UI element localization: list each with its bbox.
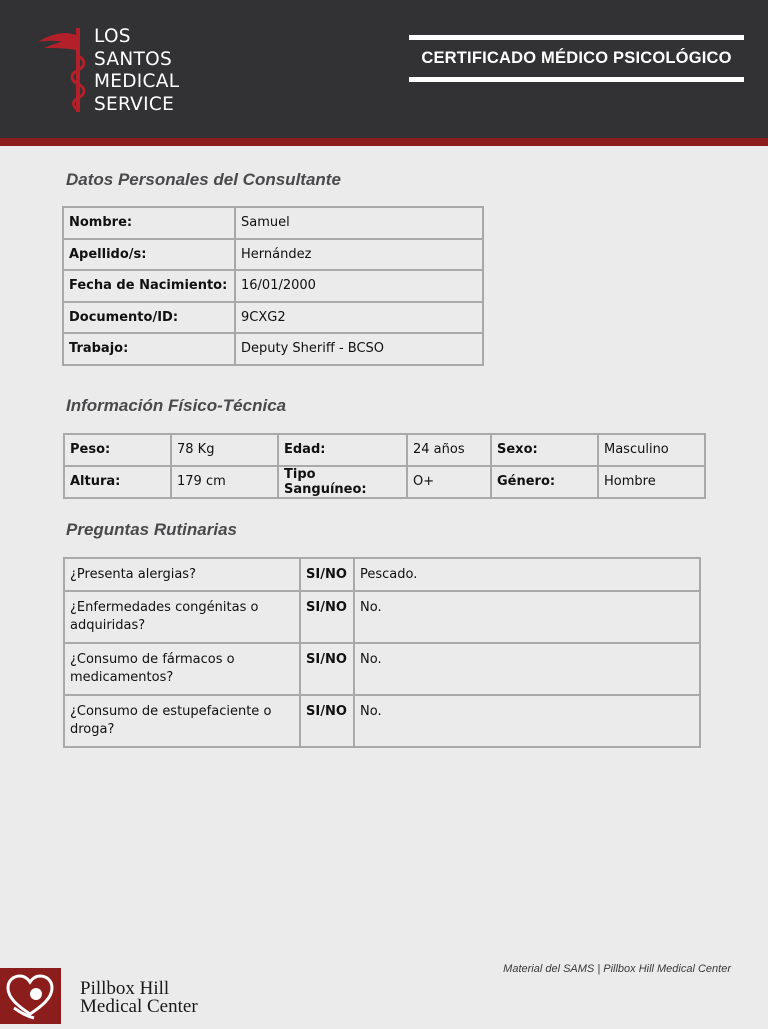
- answer-cell: No.: [354, 591, 700, 643]
- logo-line-3: MEDICAL: [94, 71, 180, 92]
- header-bar: [0, 0, 768, 138]
- table-row: [63, 333, 483, 365]
- section-title-preguntas: Preguntas Rutinarias: [66, 520, 237, 539]
- logo-line-1: LOS: [94, 26, 131, 47]
- option-cell: SI/NO: [300, 643, 354, 695]
- table-row: [64, 695, 700, 747]
- header-accent-stripe: [0, 138, 768, 146]
- value-cell: Hombre: [598, 466, 705, 498]
- heart-hands-icon: [0, 968, 61, 1024]
- questions-table: [63, 557, 701, 748]
- title-rule-bottom: [409, 77, 744, 82]
- value-cell: O+: [407, 466, 491, 498]
- label-cell: Género:: [491, 466, 598, 498]
- table-row: [64, 643, 700, 695]
- logo-line-2: SANTOS: [94, 48, 172, 70]
- footer-note: Material del SAMS | Pillbox Hill Medical Center: [503, 963, 731, 975]
- footer-logo: [0, 968, 61, 1024]
- value-cell: 9CXG2: [235, 302, 483, 334]
- question-cell: ¿Consumo de fármacos o medicamentos?: [64, 643, 300, 695]
- label-cell: Edad:: [278, 434, 407, 466]
- answer-cell: No.: [354, 643, 700, 695]
- table-row: [64, 434, 705, 466]
- table-row: [63, 270, 483, 302]
- table-row: [64, 591, 700, 643]
- question-cell: ¿Enfermedades congénitas o adquiridas?: [64, 591, 300, 643]
- footer-name-line-2: Medical Center: [80, 996, 198, 1017]
- footer-name-line-1: Pillbox Hill: [80, 978, 170, 999]
- table-row: [63, 302, 483, 334]
- label-cell: Nombre:: [63, 207, 235, 239]
- label-cell: Fecha de Nacimiento:: [63, 270, 235, 302]
- label-cell: Documento/ID:: [63, 302, 235, 334]
- table-row: [63, 207, 483, 239]
- option-cell: SI/NO: [300, 591, 354, 643]
- section-title-fisico: Información Físico-Técnica: [66, 396, 287, 415]
- value-cell: 24 años: [407, 434, 491, 466]
- table-row: [63, 239, 483, 271]
- value-cell: Masculino: [598, 434, 705, 466]
- label-cell: Peso:: [64, 434, 171, 466]
- value-cell: 179 cm: [171, 466, 278, 498]
- value-cell: 16/01/2000: [235, 270, 483, 302]
- question-cell: ¿Presenta alergias?: [64, 558, 300, 591]
- caduceus-icon: [36, 26, 92, 114]
- logo-line-4: SERVICE: [94, 93, 175, 115]
- section-title-personal: Datos Personales del Consultante: [66, 170, 341, 189]
- footer-hospital-name: [80, 980, 198, 1016]
- label-cell: Sexo:: [491, 434, 598, 466]
- physical-info-table: [63, 433, 706, 499]
- value-cell: 78 Kg: [171, 434, 278, 466]
- value-cell: Hernández: [235, 239, 483, 271]
- logo-wordmark: [94, 26, 179, 116]
- personal-data-table: [62, 206, 484, 366]
- option-cell: SI/NO: [300, 558, 354, 591]
- question-cell: ¿Consumo de estupefaciente o droga?: [64, 695, 300, 747]
- value-cell: Samuel: [235, 207, 483, 239]
- label-cell: Altura:: [64, 466, 171, 498]
- value-cell: Deputy Sheriff - BCSO: [235, 333, 483, 365]
- answer-cell: No.: [354, 695, 700, 747]
- label-cell: Tipo Sanguíneo:: [278, 466, 407, 498]
- label-cell: Apellido/s:: [63, 239, 235, 271]
- table-row: [64, 466, 705, 498]
- document-title: CERTIFICADO MÉDICO PSICOLÓGICO: [421, 49, 732, 67]
- label-cell: Trabajo:: [63, 333, 235, 365]
- answer-cell: Pescado.: [354, 558, 700, 591]
- title-rule-top: [409, 35, 744, 40]
- table-row: [64, 558, 700, 591]
- option-cell: SI/NO: [300, 695, 354, 747]
